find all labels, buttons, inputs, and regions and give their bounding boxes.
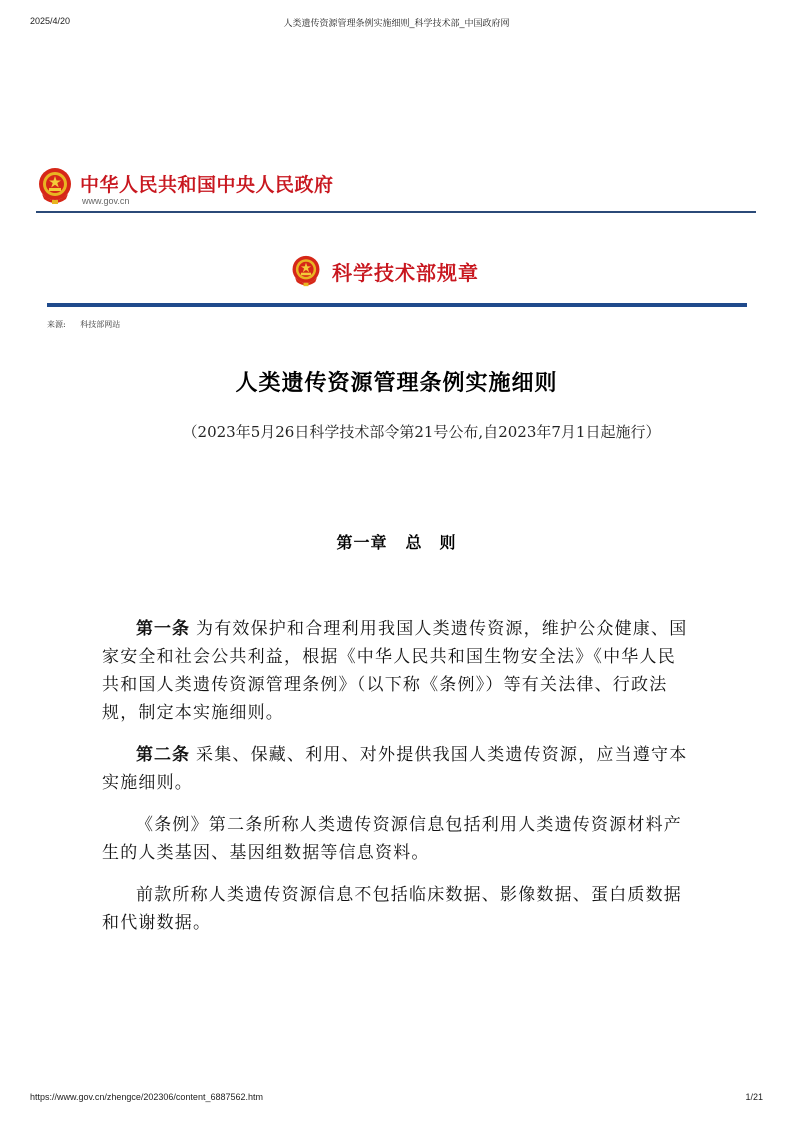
article-paragraph: [102, 615, 692, 727]
chapter-number: 第一章: [336, 533, 388, 552]
document-subtitle: （2023年5月26日科学技术部令第21号公布,自2023年7月1日起施行）: [182, 423, 661, 441]
print-date: 2025/4/20: [30, 16, 71, 26]
site-url[interactable]: www.gov.cn: [82, 196, 130, 206]
print-footer: [30, 1092, 763, 1106]
chapter-name: 总 则: [405, 533, 457, 552]
site-name[interactable]: 中华人民共和国中央人民政府: [80, 174, 334, 196]
article-text: 采集、保藏、利用、对外提供我国人类遗传资源，应当遵守本实施细则。: [102, 745, 688, 793]
print-header: [30, 16, 763, 30]
source-value: 科技部网站: [80, 320, 121, 329]
paragraph: [102, 811, 692, 867]
header-divider: [36, 211, 756, 213]
print-page-title: 人类遗传资源管理条例实施细则_科学技术部_中国政府网: [283, 18, 510, 28]
article-paragraph: [102, 741, 692, 797]
paragraph: [102, 881, 692, 937]
column-title[interactable]: 科学技术部规章: [332, 261, 479, 285]
paragraph-text: 《条例》第二条所称人类遗传资源信息包括利用人类遗传资源材料产生的人类基因、基因组数据等信息资料。: [102, 815, 682, 863]
chapter-heading: [0, 530, 793, 553]
document-body: [102, 615, 692, 951]
document-title: 人类遗传资源管理条例实施细则: [235, 371, 558, 396]
source-line: [47, 319, 120, 330]
article-text: 为有效保护和合理利用我国人类遗传资源，维护公众健康、国家安全和社会公共利益，根据《中华人民共和国生物安全法》《中华人民共和国人类遗传资源管理条例》（以下称《条例》）等有关法律、行政法规，制定本实施细则。: [102, 619, 688, 723]
paragraph-text: 前款所称人类遗传资源信息不包括临床数据、影像数据、蛋白质数据和代谢数据。: [102, 885, 682, 933]
column-divider: [47, 303, 747, 307]
page-number: 1/21: [745, 1092, 763, 1102]
article-number: 第二条: [136, 745, 190, 765]
source-label: 来源:: [47, 320, 66, 329]
column-emblem-icon: [290, 254, 322, 288]
print-url: https://www.gov.cn/zhengce/202306/content_6887562.htm: [30, 1092, 263, 1102]
article-number: 第一条: [136, 619, 190, 639]
national-emblem-icon[interactable]: [36, 166, 74, 206]
